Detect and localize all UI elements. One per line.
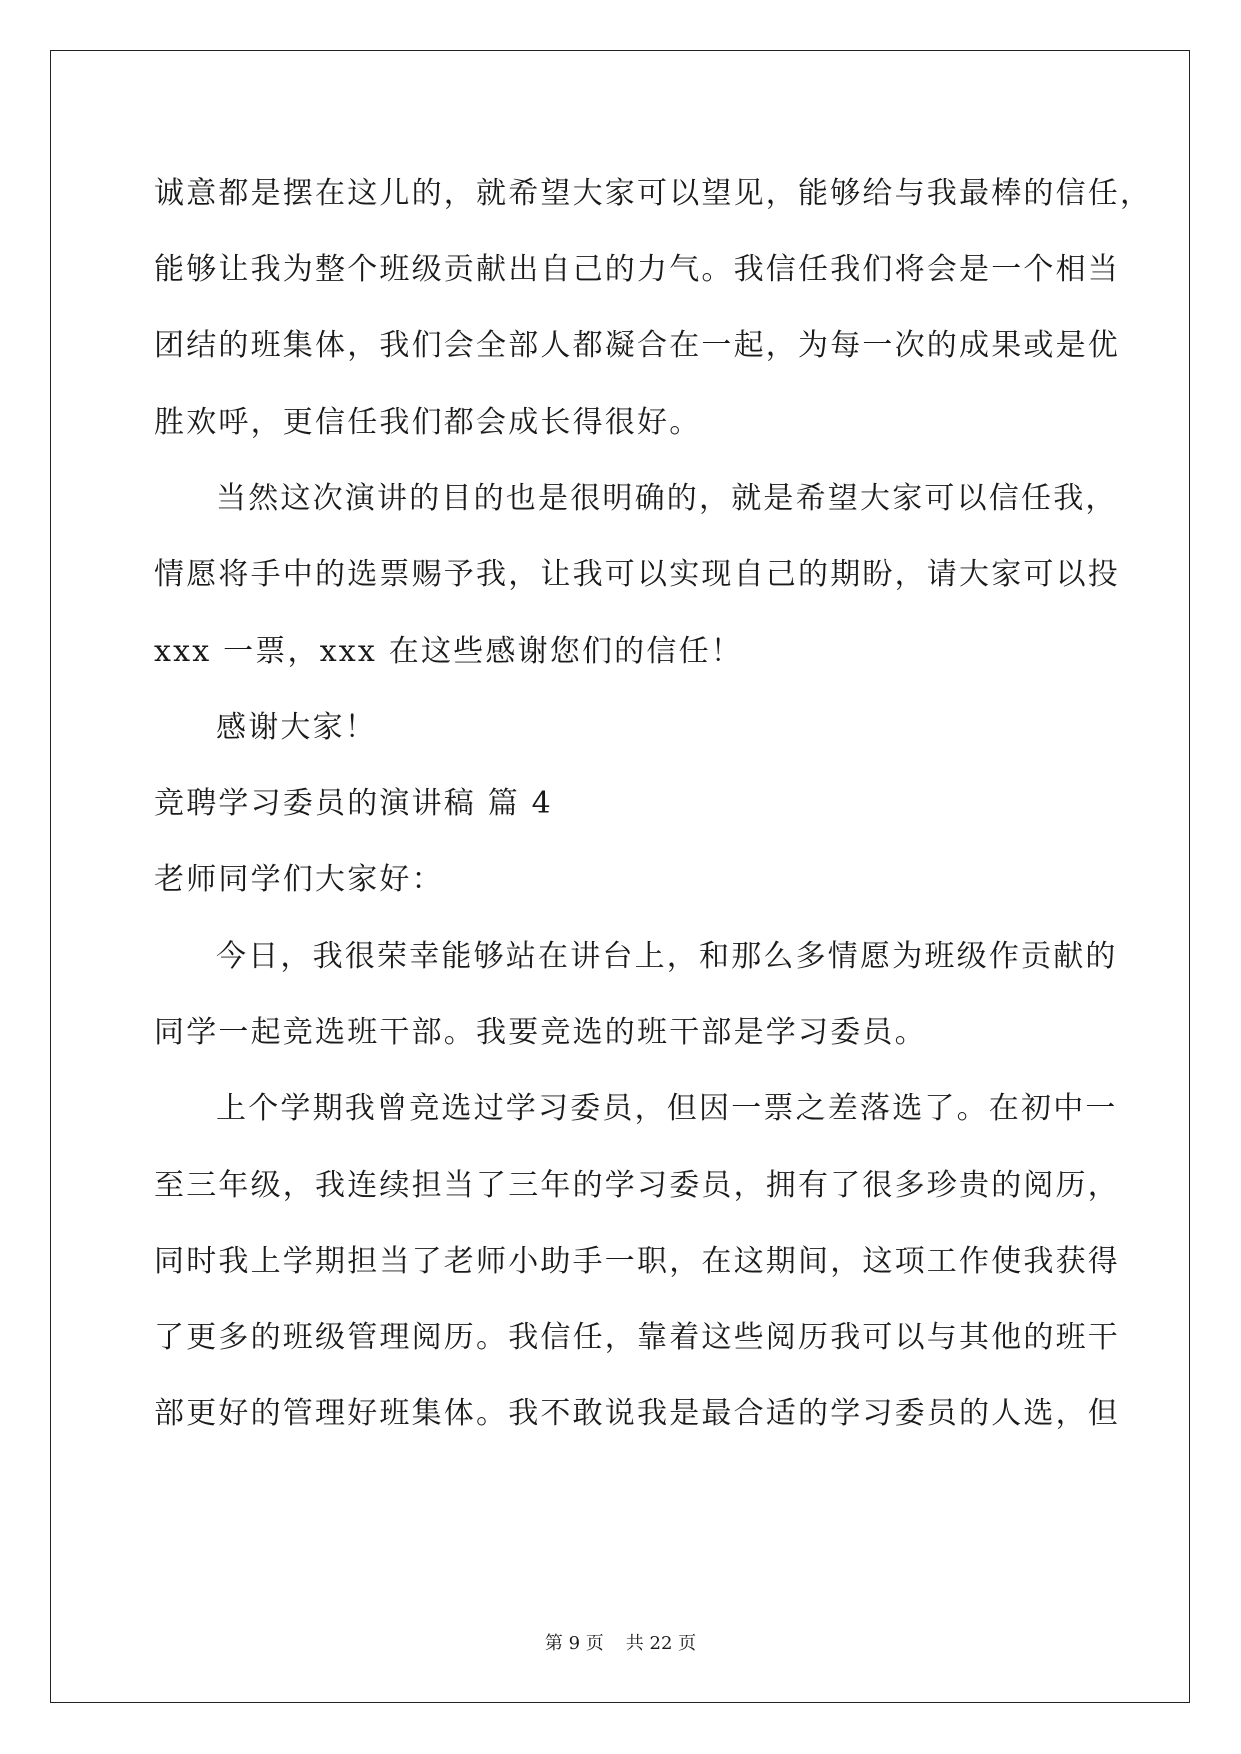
body-line: 同学一起竞选班干部。我要竞选的班干部是学习委员。 xyxy=(154,1015,927,1050)
body-line: 能够让我为整个班级贡献出自己的力气。我信任我们将会是一个相当 xyxy=(154,252,1120,287)
body-line: 胜欢呼，更信任我们都会成长得很好。 xyxy=(154,405,702,440)
body-line: 部更好的管理好班集体。我不敢说我是最合适的学习委员的人选，但 xyxy=(154,1396,1120,1431)
salutation: 老师同学们大家好： xyxy=(154,862,444,897)
body-line: 诚意都是摆在这儿的，就希望大家可以望见，能够给与我最棒的信任， xyxy=(154,176,1153,211)
page-number: 第 9 页 xyxy=(544,1633,604,1654)
page-total: 共 22 页 xyxy=(625,1633,697,1654)
body-line: 情愿将手中的选票赐予我，让我可以实现自己的期盼，请大家可以投 xyxy=(154,557,1120,592)
body-line: 了更多的班级管理阅历。我信任，靠着这些阅历我可以与其他的班干 xyxy=(154,1320,1120,1355)
body-line: 上个学期我曾竞选过学习委员，但因一票之差落选了。在初中一 xyxy=(216,1091,1118,1126)
body-line: 团结的班集体，我们会全部人都凝合在一起，为每一次的成果或是优 xyxy=(154,328,1120,363)
section-heading: 竞聘学习委员的演讲稿 篇 4 xyxy=(154,786,553,821)
body-line: xxx 一票，xxx 在这些感谢您们的信任！ xyxy=(154,634,743,669)
body-line: 至三年级，我连续担当了三年的学习委员，拥有了很多珍贵的阅历， xyxy=(154,1168,1120,1203)
body-line: 今日，我很荣幸能够站在讲台上，和那么多情愿为班级作贡献的 xyxy=(216,939,1118,974)
body-line: 感谢大家！ xyxy=(216,710,377,745)
body-line: 当然这次演讲的目的也是很明确的，就是希望大家可以信任我， xyxy=(216,481,1118,516)
body-line: 同时我上学期担当了老师小助手一职，在这期间，这项工作使我获得 xyxy=(154,1244,1120,1279)
page-footer xyxy=(0,1632,1241,1656)
